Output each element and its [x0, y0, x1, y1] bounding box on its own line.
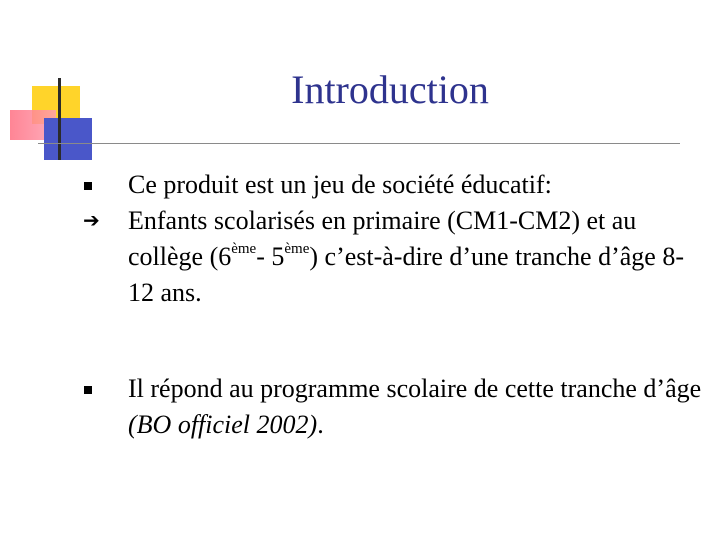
bullet-item-3 — [128, 371, 708, 443]
blue-square — [44, 118, 92, 160]
arrow-bullet-icon: ➔ — [83, 210, 100, 232]
bullet-2-text-before: Enfants scolarisés en primaire (CM1-CM2) et au collège (6 — [128, 206, 637, 271]
slide-title: Introduction — [291, 67, 489, 112]
decorative-logo — [0, 0, 110, 170]
slide-body — [83, 167, 708, 443]
bullet-2-text-after: ) c’est-à-dire d’une tranche d’âge 8-12 ans. — [128, 242, 684, 307]
square-bullet-icon — [84, 182, 92, 190]
bullet-1-text: Ce produit est un jeu de société éducatif: — [128, 170, 552, 199]
bullet-2-text-mid: - 5 — [256, 242, 285, 271]
bullet-3-text: Il répond au programme scolaire de cette tranche d’âge — [128, 374, 702, 403]
bullet-3-italic: (BO officiel 2002) — [128, 410, 318, 439]
spacer — [128, 311, 708, 371]
title-divider — [38, 143, 680, 144]
vertical-rule — [58, 78, 61, 160]
bullet-item-1 — [128, 167, 708, 203]
bullet-item-2 — [83, 203, 708, 311]
superscript-eme-2: ème — [284, 241, 310, 258]
square-bullet-icon — [84, 386, 92, 394]
superscript-eme-1: ème — [231, 241, 257, 258]
bullet-3-end: . — [317, 410, 324, 439]
